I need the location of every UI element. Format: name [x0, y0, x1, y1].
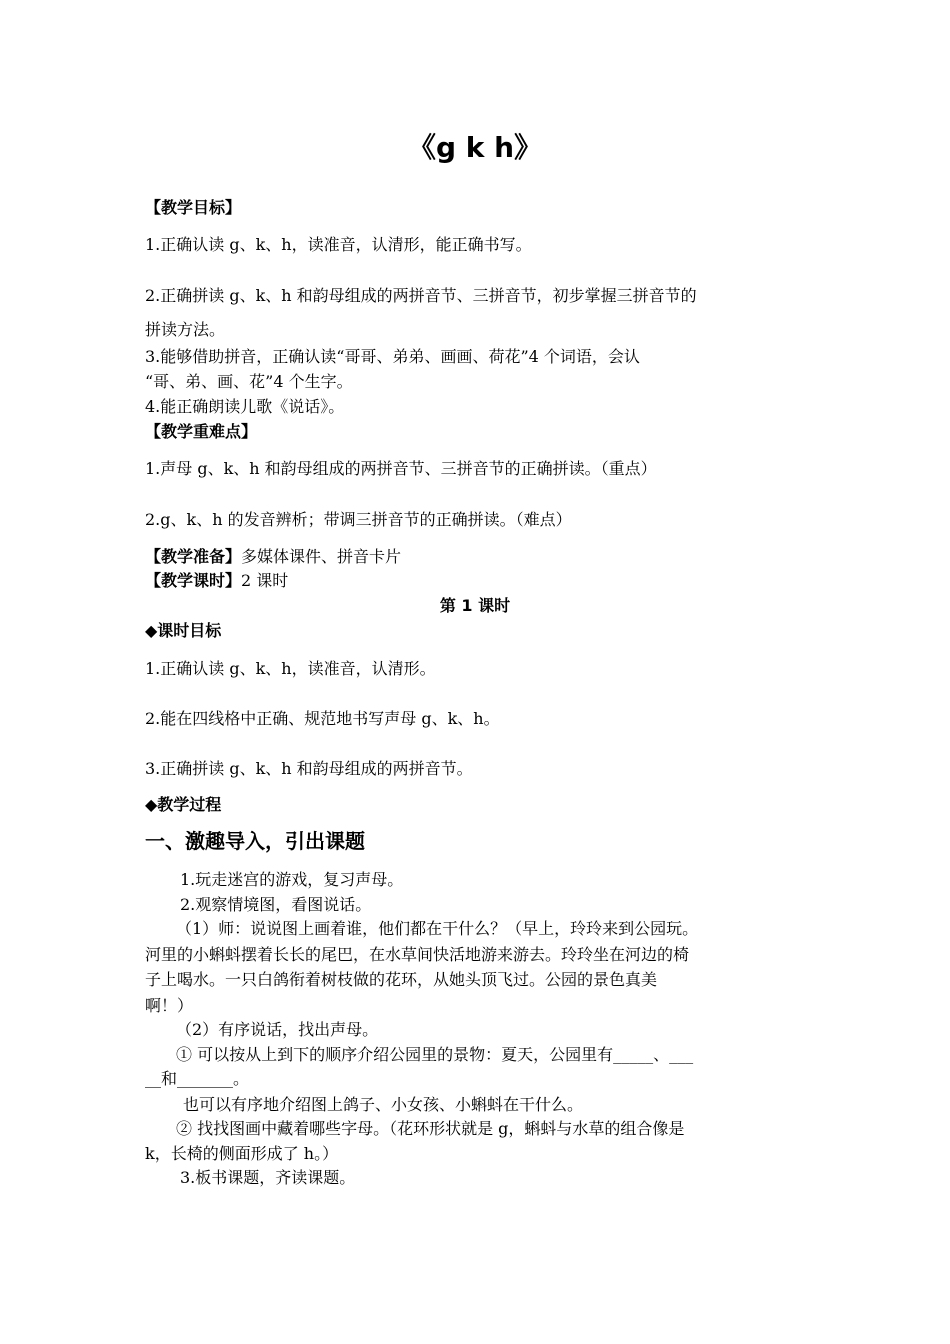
objective-item: 3.能够借助拼音，正确认读“哥哥、弟弟、画画、荷花”4 个词语，会认 — [145, 347, 640, 366]
section1-heading: 一、激趣导入，引出课题 — [145, 829, 365, 853]
section1-line: （1）师：说说图上画着谁，他们都在干什么？（早上，玲玲来到公园玩。 — [176, 919, 699, 938]
period-value: 2 课时 — [241, 571, 289, 590]
lesson-goal-item: 3.正确拼读 g、k、h 和韵母组成的两拼音节。 — [145, 759, 473, 778]
key-points-heading: 【教学重难点】 — [145, 422, 258, 441]
objectives-heading: 【教学目标】 — [145, 198, 242, 217]
key-point-item: 2.g、k、h 的发音辨析；带调三拼音节的正确拼读。（难点） — [145, 510, 572, 529]
preparation-label: 【教学准备】 — [145, 547, 242, 566]
lesson-goal-item: 2.能在四线格中正确、规范地书写声母 g、k、h。 — [145, 709, 500, 728]
lesson-heading: 第 1 课时 — [439, 596, 511, 615]
preparation-value: 多媒体课件、拼音卡片 — [241, 547, 402, 566]
period-label: 【教学课时】 — [145, 571, 242, 590]
section1-line: 也可以有序地介绍图上鸽子、小女孩、小蝌蚪在干什么。 — [183, 1095, 584, 1114]
objective-item: 1.正确认读 g、k、h，读准音，认清形，能正确书写。 — [145, 235, 532, 254]
preparation-line — [145, 545, 401, 569]
section1-line: ② 找找图画中藏着哪些字母。（花环形状就是 g，蝌蚪与水草的组合像是 — [176, 1119, 685, 1138]
section1-line: 子上喝水。一只白鸽衔着树枝做的花环，从她头顶飞过。公园的景色真美 — [145, 970, 658, 989]
section1-line: ① 可以按从上到下的顺序介绍公园里的景物：夏天，公园里有_____、___ — [176, 1045, 694, 1064]
section1-line: k，长椅的侧面形成了 h。） — [145, 1144, 339, 1163]
lesson-goals-heading: ◆课时目标 — [145, 621, 222, 640]
section1-line: 2.观察情境图，看图说话。 — [180, 895, 372, 914]
objective-item: “哥、弟、画、花”4 个生字。 — [145, 372, 353, 391]
section1-line: （2）有序说话，找出声母。 — [176, 1020, 379, 1039]
document-title: 《g k h》 — [407, 131, 543, 164]
section1-line: 3.板书课题，齐读课题。 — [180, 1168, 356, 1187]
section1-line: 1.玩走迷宫的游戏，复习声母。 — [180, 870, 404, 889]
lesson-goal-item: 1.正确认读 g、k、h，读准音，认清形。 — [145, 659, 436, 678]
section1-line: __和_______。 — [145, 1069, 250, 1088]
objective-item: 4.能正确朗读儿歌《说话》。 — [145, 397, 345, 416]
process-heading: ◆教学过程 — [145, 795, 222, 814]
objective-item: 2.正确拼读 g、k、h 和韵母组成的两拼音节、三拼音节，初步掌握三拼音节的 — [145, 286, 697, 305]
key-point-item: 1.声母 g、k、h 和韵母组成的两拼音节、三拼音节的正确拼读。（重点） — [145, 459, 657, 478]
section1-line: 河里的小蝌蚪摆着长长的尾巴，在水草间快活地游来游去。玲玲坐在河边的椅 — [145, 945, 690, 964]
period-line — [145, 569, 288, 593]
objective-item: 拼读方法。 — [145, 320, 226, 339]
section1-line: 啊！） — [145, 996, 194, 1015]
